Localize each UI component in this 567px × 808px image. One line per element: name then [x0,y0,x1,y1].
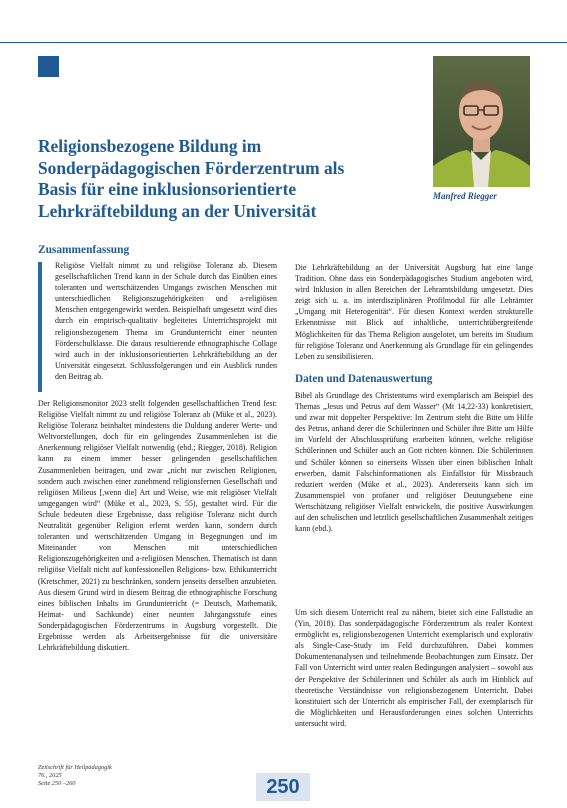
abstract-bar [38,262,42,392]
data-paragraph-1: Bibel als Grundlage des Christentums wird exemplarisch am Beispiel des Themas „Jesus und Petrus auf dem Wasser“ (Mt 14,22-33) konkretisiert, und zwar mit doppelter Perspektive: Im Zentrum steht die Bitte um Hilfe des Petrus, anhand derer die Schülerinnen und Schüler ihre Bitte um Hilfe im Vorfeld der Abschlussprüfung erarbeiten können, welche religiöse Schülerinnen und Schüler auch an Gott richten können. Die Schülerinnen und Schüler können so einerseits Wissen über einen biblischen Inhalt erwerben, damit Falschinformationen als Einfallstor für Missbrauch reduziert werden (Müke et al., 2023). Andererseits kann sich im Zusammenspiel von profaner und religiöser Deutungsebene eine Wertschätzung religiöser Vielfalt entwickeln, die positive Auswirkungen auf den schulischen und letztlich gesellschaftlichen Zusammenhalt zeitigen kann (ebd.). [295,391,533,534]
page-title [38,136,398,222]
title-line: Lehrkräftebildung an der Universität [38,200,317,221]
author-name: Manfred Riegger [433,191,497,201]
journal-reference [38,764,112,788]
title-line: Religionsbezogene Bildung im [38,136,262,156]
title-line: Basis für eine inklusionsorientierte [38,179,297,199]
journal-name: Zeitschrift für Heilpädagogik [38,764,112,771]
data-paragraph-2: Um sich diesem Unterricht real zu nähern, bietet sich eine Fallstudie an (Yin, 2018). Das sonderpädagogische Förderzentrum als realer Kontext ermöglicht es, religionsbezogenen Unterricht exemplarisch und explorativ als Single-Case-Study im Feld durchzuführen. Dabei kommen Dokumentenanalysen und teilnehmende Beobachtungen zum Einsatz. Der Fall von Unterricht wird unter realen Bedingungen analysiert – sowohl aus der Perspektive der Schülerinnen und Schüler als auch im Hinblick auf theoretische Verständnisse von religionsbezogenem Unterricht. Dabei konstituiert sich der Unterricht als empirischer Fall, der exemplarisch für die Möglichkeiten und Herausforderungen eines solchen Unterrichts untersucht wird. [295,608,533,728]
abstract-text: Religiöse Vielfalt nimmt zu und religiöse Toleranz ab. Diesem gesellschaftlichen Trend kann in der Schule durch das Einüben eines toleranten und wertschätzenden Umgangs zwischen Menschen mit unterschiedlichen Religionszugehörigkeiten und a-religiösen Menschen entgegengewirkt werden. Beispielhaft umgesetzt wird dies durch ein empirisch-qualitativ begleitetes Unterrichtsprojekt mit religionsbezogenem Thema im Grundunterricht einer neunten Förderschulklasse. Die daraus resultierende ethnographische Collage wird auch in der inklusionsorientierten Lehrkräftebildung an der Universität eingesetzt. Schlussfolgerungen und ein Ausblick runden den Beitrag ab. [55,261,277,381]
data-section-heading: Daten und Datenauswertung [295,373,433,385]
blue-square-marker-icon [38,56,59,77]
page-number: 250 [256,773,310,801]
author-portrait-icon [433,56,530,187]
author-photo [433,56,530,187]
teacher-education-paragraph: Die Lehrkräftebildung an der Universität Augsburg hat eine lange Tradition. Ohne dass ein Sonderpädagogisches Studium angeboten wird, wird Inklusion in allen Bereichen der Lehramtsbildung umgesetzt. Dies zeigt sich u. a. im interdisziplinären Profilmodul für alle Lehrämter „Umgang mit Heterogenität“. Für diesen Kontext werden strukturelle Erkenntnisse mit Blick auf inhaltliche, unterrichtübergreifende Möglichkeiten für das Thema Religion ausgelotet, um bereits im Studium für religiöse Toleranz und Anerkennung als Grundlage für ein gelingendes Leben zu sensibilisieren. [295,263,533,361]
intro-paragraph: Der Religionsmonitor 2023 stellt folgenden gesellschaftlichen Trend fest: Religiöse Vielfalt nimmt zu und religiöse Toleranz ab (Müke et al., 2023). Religiöse Toleranz beinhaltet mindestens die Duldung anderer Werte- und Weltvorstellungen, doch für ein gelingendes Zusammenleben ist die Anerkennung religiöser Vielfalt notwendig (ebd.; Riegger, 2018). Religion kann zu einem immer besser gelingenden gesellschaftlichen Zusammenleben beitragen, und zwar „nicht nur zwischen Religionen, sondern auch zwischen einer zunehmend religionsfernen Gesellschaft und religiösen Milieus [,wenn die] Art und Weise, wie mit religiöser Vielfalt umgegangen wird“ (Müke et al., 2023, S. 55), gestaltet wird. Für die Schule bedeuten diese Ergebnisse, dass religiöse Toleranz nicht durch Neutralität gegenüber Religion erlernt werden kann, sondern durch toleranten und wertschätzenden Umgang in Begegnungen und im Miteinander von Menschen mit unterschiedlichen Religionszugehörigkeiten und a-religiösen Menschen. Thematisch ist dann religiöse Vielfalt nicht auf konfessionellen Religions- bzw. Ethikunterricht (Kretschmer, 2021) zu beschränken, sondern jenseits derselben anzubieten. Aus diesem Grund wird in diesem Beitrag die ethnographische Forschung eines biblischen Inhalts im Grundunterricht (= Deutsch, Mathematik, Heimat- und Sachkunde) einer neunten Jahrgangsstufe eines Sonderpädagogischen Förderzentrums in Augsburg vorgestellt. Die Ergebnisse werden als Arbeitsergebnisse für die universitäre Lehrkräftebildung diskutiert. [38,399,277,653]
title-line: Sonderpädagogischen Förderzentrum als [38,157,345,178]
journal-pages: Seite 250 –260 [38,780,76,787]
top-rule [0,42,567,43]
journal-volume: 76., 2025 [38,772,62,779]
summary-heading: Zusammenfassung [38,244,130,256]
